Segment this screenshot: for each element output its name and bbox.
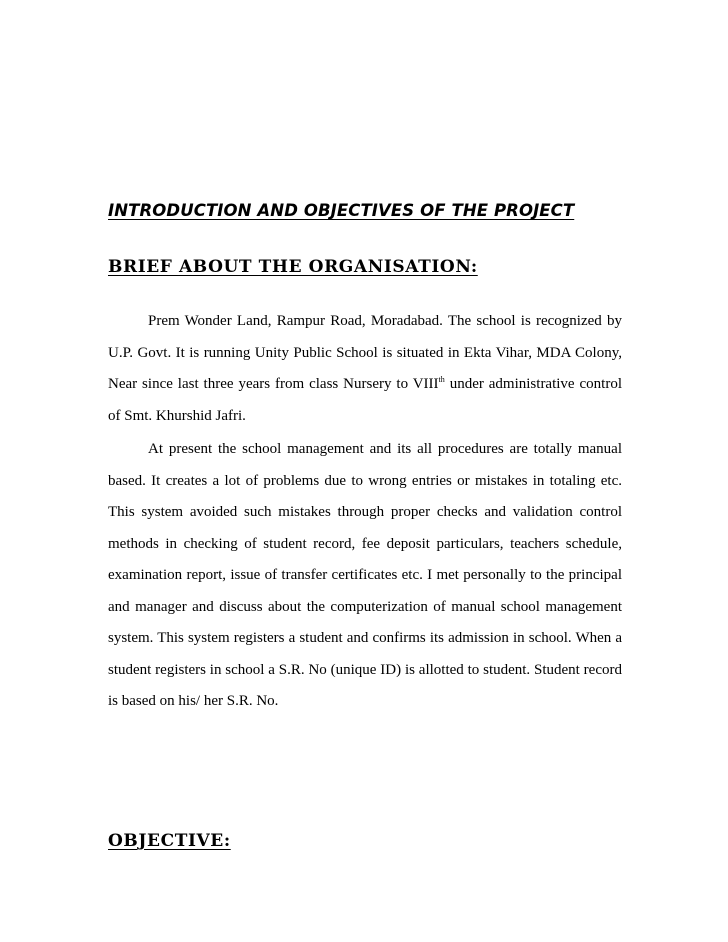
- organisation-paragraph-text-end: under administrative control of Smt. Khurshid Jafri.: [108, 376, 622, 424]
- system-paragraph: At present the school management and its all procedures are totally manual based. It creates a lot of problems due to wrong entries or mistakes in totaling etc. This system avoided such mistakes through proper checks and validation control methods in checking of student record, fee deposit particulars, teachers schedule, examination report, issue of transfer certificates etc. I met personally to the principal and manager and discuss about the computerization of manual school management system. This system registers a student and confirms its admission in school. When a student registers in school a S.R. No (unique ID) is allotted to student. Student record is based on his/ her S.R. No.: [108, 441, 622, 709]
- organisation-paragraph-text: Prem Wonder Land, Rampur Road, Moradabad. The school is recognized by U.P. Govt. It is running Unity Public School is situated in Ekta Vihar, MDA Colony, Near since last three years from class Nursery to VIII: [108, 313, 622, 392]
- organisation-paragraph: [108, 306, 622, 432]
- brief-organisation-heading: BRIEF ABOUT THE ORGANISATION:: [108, 257, 478, 277]
- superscript-th: th: [438, 375, 445, 384]
- objective-heading: OBJECTIVE:: [108, 831, 231, 851]
- main-heading: INTRODUCTION AND OBJECTIVES OF THE PROJECT: [108, 201, 575, 220]
